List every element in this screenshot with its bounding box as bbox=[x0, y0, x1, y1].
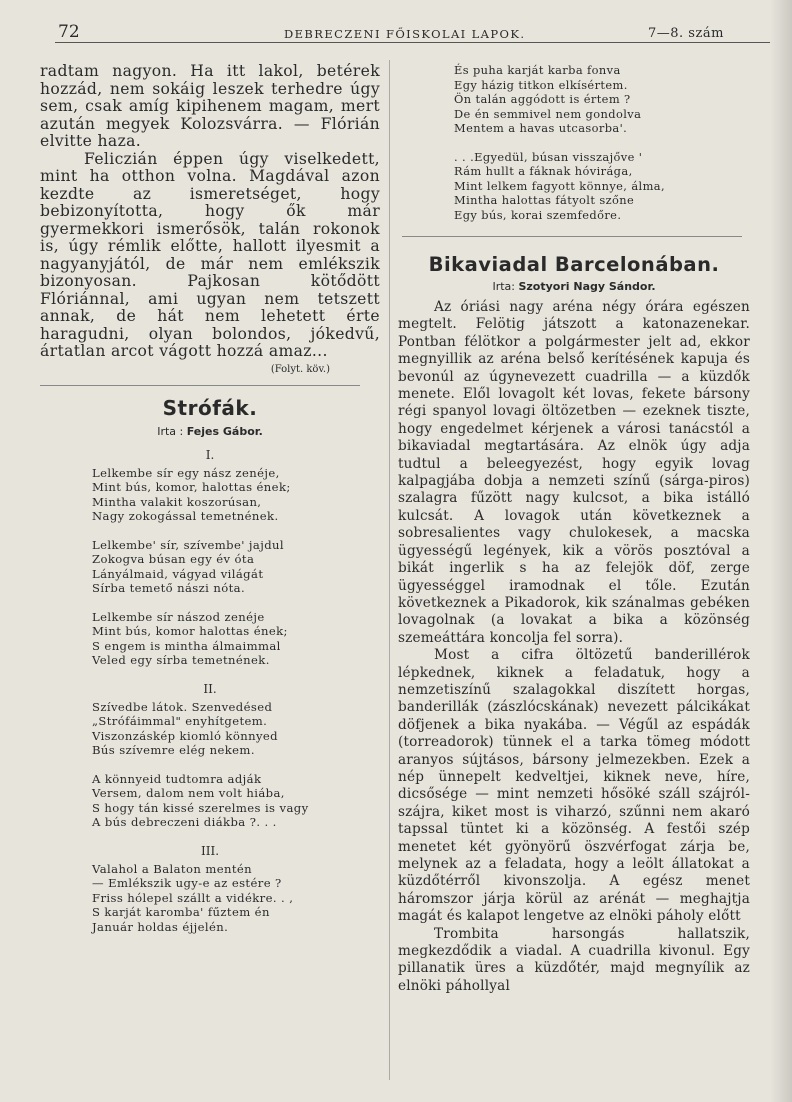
page-edge-shadow bbox=[770, 0, 792, 1102]
poem-line: És puha karját karba fonva bbox=[454, 63, 621, 77]
poem-line: Veled egy sírba temetnének. bbox=[92, 653, 270, 667]
continued-note: (Folyt. köv.) bbox=[270, 363, 330, 375]
poem-line: Zokogva búsan egy év óta bbox=[92, 552, 255, 566]
article-body bbox=[398, 299, 750, 995]
poem-line: A könnyeid tudtomra adják bbox=[92, 771, 262, 786]
poem-line: Mint lelkem fagyott könnye, álma, bbox=[454, 178, 665, 193]
author-name: Fejes Gábor. bbox=[186, 424, 263, 438]
poem-line: A bús debreczeni diákba ?. . . bbox=[92, 815, 277, 829]
poem-line: Egy házig titkon elkísértem. bbox=[454, 77, 628, 92]
poem-line: Lelkembe' sír, szívembe' jajdul bbox=[92, 537, 285, 552]
poem-line: Mint bús, komor halottas ének; bbox=[92, 624, 288, 638]
byline-prefix: Irta: bbox=[492, 280, 515, 293]
column-divider bbox=[389, 60, 390, 1080]
poem-stanza bbox=[92, 466, 380, 524]
byline-prefix: Irta : bbox=[157, 424, 184, 438]
issue-number: 7—8. szám bbox=[648, 26, 724, 41]
page-header bbox=[0, 22, 792, 44]
story-continuation bbox=[40, 63, 380, 361]
header-rule bbox=[55, 42, 770, 43]
poem-line: „Strófáimmal" enyhítgetem. bbox=[92, 714, 268, 728]
article-paragraph: Az óriási nagy aréna négy órára egészen megtelt. Felötig játszott a katonazenekar. Pontban félötkor a polgármester jelt ad, ekkor megnyillik az aréna belső kerítésének kapuja és bevonúl az úgynevezett cuadrilla — a küzdők menete. Elől lovagolt két lovas, fekete bársony régi spanyol lovagi öltözetben — ezeknek tiszte, hogy engedelmet kérjenek a városi tanácstól a bikaviadal megtartására. Az elnök úgy adja tudtul a beleegyezést, hogy egyik lovag kalpagjába dobja a nemzeti színű (sárga-piros) szalagra fűzött nagy kulcsot, a bika istálló kulcsát. A lovagok után következnek a sobresalientes vagy chulokesek, a macska ügyességű legények, kik a vörös posztóval a bikát ingerlik s ha az felejök döf, zerge ügyességgel iramodnak el tőle. Ezután következnek a Pikadorok, kik szánalmas gebéken lovagolnak (a lovakat a bika a közönség szemeáttára koncolja fel sorra). bbox=[398, 299, 750, 646]
poem-line: . . .Egyedül, búsan visszajőve ' bbox=[454, 149, 643, 164]
poem-stanza bbox=[92, 700, 380, 758]
article-paragraph: Most a cifra öltözetű banderillérok lépkednek, kiknek a feladatuk, hogy a nemzetiszínű szalagokkal diszített horgas, banderillák (zászlócskának) nevezett pálcikákat döfjenek a bika nyakába. — Végűl az espádák (torreadorok) tünnek el a tarka tömeg módott aranyos sújtásos, bársony jelmezekben. Ezek a nép ünnepelt kedveltjei, kiknek neve, híre, dicsősége — mint nemzeti hősöké száll szájról-szájra, kiket most is viharzó, szűnni nem akaró tapssal tüntet ki a közönség. A festői szép menetet két gyönyörű öszvérfogat zárja be, melynek az a feladata, hogy a leölt állatokat a küzdőtérről kivonszolja. A egész menet háromszor járja körül az arénát — meghajtja magát és kalapot lengetve az elnöki páholy előtt bbox=[398, 647, 750, 925]
article-title-bikaviadal: Bikaviadal Barcelonában. bbox=[428, 253, 720, 276]
poem-line: Versem, dalom nem volt hiába, bbox=[92, 786, 285, 800]
poem-line: Lelkembe sír nászod zenéje bbox=[92, 609, 265, 624]
poem-line: Lelkembe sír egy nász zenéje, bbox=[92, 465, 280, 480]
left-column bbox=[40, 63, 380, 948]
section-rule bbox=[402, 236, 742, 237]
poem-line: Bús szívemre elég nekem. bbox=[92, 743, 255, 757]
poem-stanza bbox=[92, 772, 380, 830]
journal-title: DEBRECZENI FŐISKOLAI LAPOK. bbox=[284, 27, 526, 41]
poem-stanza bbox=[454, 63, 750, 136]
poem-line: S hogy tán kissé szerelmes is vagy bbox=[92, 800, 309, 815]
right-column bbox=[398, 63, 750, 995]
poem-line: Lányálmaid, vágyad világát bbox=[92, 566, 264, 581]
section-numeral: II. bbox=[203, 681, 217, 696]
poem-line: Mentem a havas utcasorba'. bbox=[454, 121, 628, 135]
poem-line: Szívedbe látok. Szenvedésed bbox=[92, 699, 273, 714]
poem-line: S engem is mintha álmaimmal bbox=[92, 638, 281, 653]
story-paragraph: radtam nagyon. Ha itt lakol, betérek hozzád, nem sokáig leszek terhedre úgy sem, csak amíg kipihenem magam, mert azután megyek Kolozsvárra. — Flórián elvitte haza. bbox=[40, 62, 380, 150]
poem-line: Sírba temető nászi nóta. bbox=[92, 581, 246, 595]
poem-stanza bbox=[92, 538, 380, 596]
byline bbox=[40, 425, 380, 438]
poem-line: Nagy zokogással temetnének. bbox=[92, 509, 279, 523]
poem-line: Valahol a Balaton mentén bbox=[92, 861, 253, 876]
poem-line: Mint bús, komor, halottas ének; bbox=[92, 480, 291, 494]
article-title-strofak: Strófák. bbox=[162, 395, 258, 420]
section-rule bbox=[40, 385, 360, 386]
article-paragraph: Trombita harsongás hallatszik, megkezdődik a viadal. A cuadrilla kivonul. Egy pillanatik üres a küzdőtér, majd megnyílik az elnöki páhollyal bbox=[398, 925, 750, 994]
poem-line: Egy bús, korai szemfedőre. bbox=[454, 207, 622, 222]
poem-line: Mintha halottas fátyolt szőne bbox=[454, 193, 635, 207]
poem-line: Ön talán aggódott is értem ? bbox=[454, 92, 631, 106]
poem-line: Viszonzáskép kiomló könnyed bbox=[92, 728, 278, 743]
author-name: Szotyori Nagy Sándor. bbox=[518, 280, 656, 293]
page-number: 72 bbox=[58, 22, 80, 42]
poem-stanza bbox=[92, 610, 380, 668]
poem-line: — Emlékszik ugy-e az estére ? bbox=[92, 876, 282, 890]
poem-line: Rám hullt a fáknak hóvirága, bbox=[454, 164, 633, 178]
byline bbox=[398, 280, 750, 293]
poem-stanza bbox=[454, 150, 750, 223]
poem-line: De én semmivel nem gondolva bbox=[454, 106, 642, 121]
poem-line: Mintha valakit koszorúsan, bbox=[92, 494, 262, 509]
section-numeral: I. bbox=[205, 447, 215, 462]
story-paragraph: Feliczián éppen úgy viselkedett, mint ha otthon volna. Magdával azon kezdte az ismeretséget, hogy bebizonyította, hogy ők már gyermekkori ismerősök, talán rokonok is, úgy rémlik előtte, hallott ilyesmit a nagyanyjától, de már nem emlékszik bizonyosan. Pajkosan kötődött Flóriánnal, ami ugyan nem tetszett annak, de hát nem lehetett érte haragudni, olyan bolondos, jókedvű, ártatlan arcot vágott hozzá amaz... bbox=[40, 149, 380, 360]
section-numeral: III. bbox=[200, 843, 220, 858]
poem-line: S karját karomba' fűztem én bbox=[92, 905, 270, 919]
poem-line: Friss hólepel szállt a vidékre. . , bbox=[92, 890, 294, 905]
poem-line: Január holdas éjjelén. bbox=[92, 919, 229, 934]
poem-stanza bbox=[92, 862, 380, 935]
